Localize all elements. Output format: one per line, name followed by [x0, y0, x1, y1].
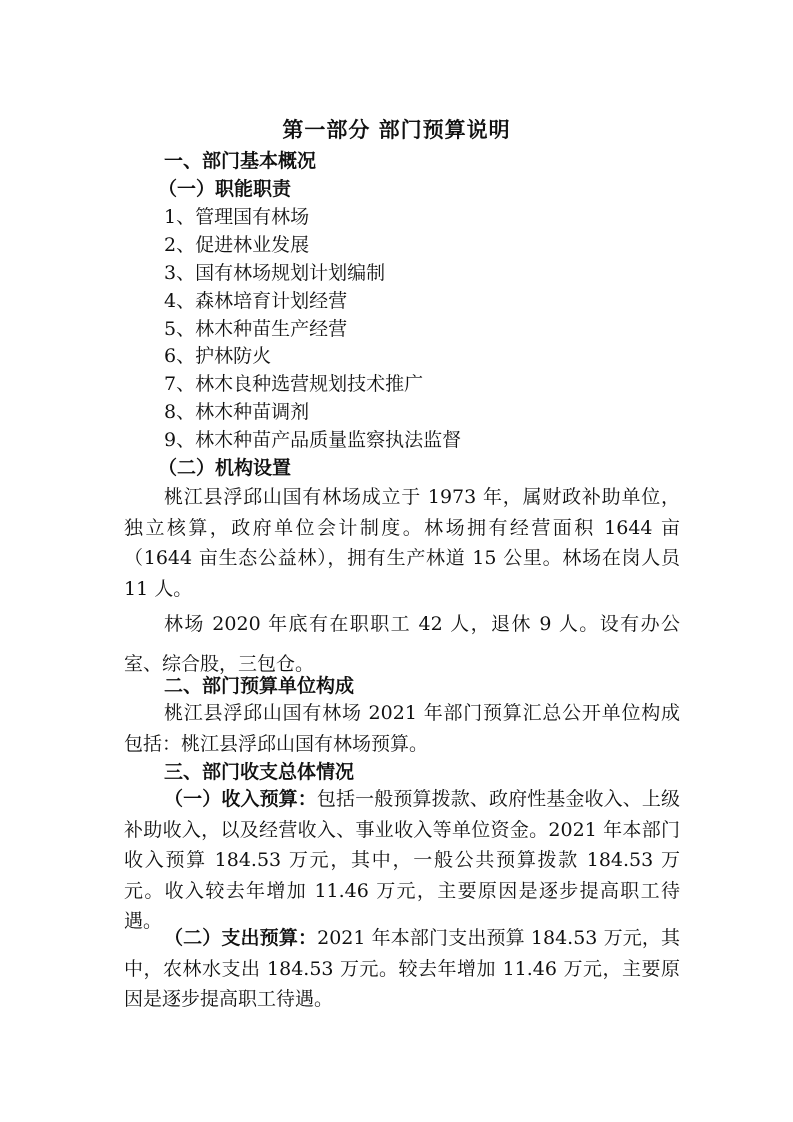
duty-item-4: 4、森林培育计划经营 [164, 290, 348, 312]
section2-heading: 二、部门预算单位构成 [164, 675, 355, 697]
section1-sub2-heading: （二）机构设置 [158, 457, 292, 479]
page-title: 第一部分 部门预算说明 [282, 117, 511, 142]
section3-heading: 三、部门收支总体情况 [164, 761, 355, 783]
duty-item-5: 5、林木种苗生产经营 [164, 318, 348, 340]
duty-item-6: 6、护林防火 [164, 345, 272, 367]
duty-item-1: 1、管理国有林场 [164, 206, 310, 228]
section1-sub1-heading: （一）职能职责 [158, 178, 292, 200]
income-paragraph [124, 784, 680, 937]
section1-heading: 一、部门基本概况 [164, 150, 317, 172]
duty-item-8: 8、林木种苗调剂 [164, 401, 310, 423]
section2-paragraph: 桃江县浮邱山国有林场 2021 年部门预算汇总公开单位构成包括：桃江县浮邱山国有林场预算。 [124, 702, 680, 755]
duty-item-9: 9、林木种苗产品质量监察执法监督 [164, 429, 462, 451]
duty-item-7: 7、林木良种选营规划技术推广 [164, 373, 424, 395]
expense-text: 2021 年本部门支出预算 184.53 万元，其中，农林水支出 184.53 万元。较去年增加 11.46 万元，主要原因是逐步提高职工待遇。 [124, 927, 680, 1010]
org-paragraph-1: 桃江县浮邱山国有林场成立于 1973 年，属财政补助单位，独立核算，政府单位会计制度。林场拥有经营面积 1644 亩（1644 亩生态公益林），拥有生产林道 15 公里。林场在岗人员 11 人。 [124, 486, 680, 600]
expense-lead: （二）支出预算： [164, 927, 318, 949]
duty-item-3: 3、国有林场规划计划编制 [164, 262, 386, 284]
expense-paragraph [124, 923, 680, 1015]
income-text: 包括一般预算拨款、政府性基金收入、上级补助收入，以及经营收入、事业收入等单位资金。2021 年本部门收入预算 184.53 万元，其中，一般公共预算拨款 184.53 万元。收入较去年增加 11.46 万元，主要原因是逐步提高职工待遇。 [124, 788, 680, 932]
org-paragraph-2: 林场 2020 年底有在职职工 42 人，退休 9 人。设有办公室、综合股，三包仓。 [124, 613, 680, 675]
income-lead: （一）收入预算： [164, 788, 317, 810]
duty-item-2: 2、促进林业发展 [164, 234, 310, 256]
